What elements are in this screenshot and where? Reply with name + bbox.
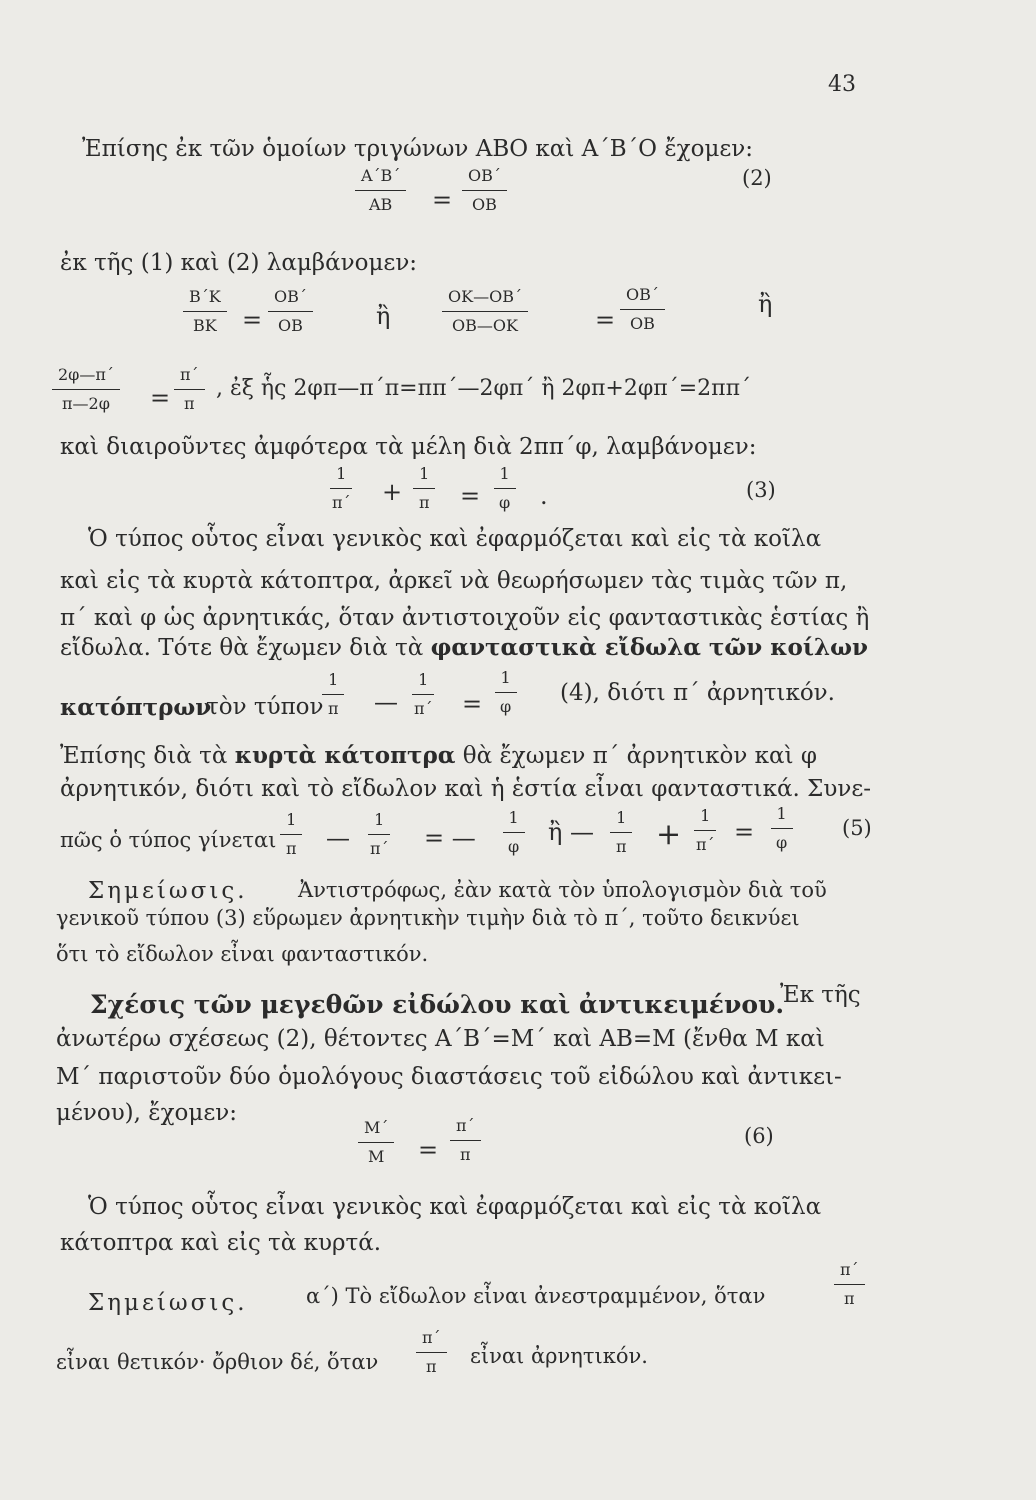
fraction: $\frac{OB΄}{OB}$ [268,287,313,335]
or-word: ἢ — [548,818,595,846]
text-line: τὸν τύπον [206,694,324,720]
equals-sign: = [150,384,171,412]
plus-sign: + [656,817,682,852]
equation-label: (4), διότι π΄ ἀρνητικόν. [560,680,835,706]
fraction: $\frac{2\varphi—\pi΄}{\pi—2\varphi}$ [52,365,120,413]
fraction: $\frac{\pi΄}{\pi}$ [834,1260,865,1308]
fraction: $\frac{1}{\pi΄}$ [370,810,389,858]
fraction: $\frac{1}{\pi΄}$ [332,464,351,512]
text-line: Ἐκ τῆς [780,982,861,1008]
text-line: ἐκ τῆς (1) καὶ (2) λαμβάνομεν: [60,250,418,276]
text-line: α΄) Τὸ εἴδωλον εἶναι ἀνεστραμμένον, ὅταν [306,1284,766,1308]
fraction: $\frac{B΄K}{BK}$ [183,287,227,335]
plus-sign: + [382,478,403,506]
equation-label: (2) [742,166,772,190]
or-word: ἢ [758,290,773,318]
note-heading: Σημείωσις. [88,1290,248,1316]
minus-sign: — [374,688,398,716]
fraction: $\frac{\pi΄}{\pi}$ [174,365,205,413]
text-line: ὅτι τὸ εἴδωλον εἶναι φανταστικόν. [56,942,429,966]
equals-sign: = [432,186,453,214]
text-line: καὶ εἰς τὰ κυρτὰ κάτοπτρα, ἀρκεῖ νὰ θεωρήσωμεν τὰς τιμὰς τῶν π, [60,568,848,594]
text-line: κάτοπτρα καὶ εἰς τὰ κυρτά. [60,1230,382,1256]
fraction: $\frac{1}{\varphi}$ [493,464,516,512]
text-line: Μ΄ παριστοῦν δύο ὁμολόγους διαστάσεις τοῦ εἰδώλου καὶ ἀντικει- [56,1064,842,1090]
text-line: Ἐπίσης διὰ τὰ κυρτὰ κάτοπτρα θὰ ἔχωμεν π΄ ἀρνητικὸν καὶ φ [60,742,817,769]
equals-sign: = — [424,824,476,852]
fraction: $\frac{OK—OB΄}{OB—OK}$ [442,287,528,335]
fraction: $\frac{OB΄}{OB}$ [620,285,665,333]
equation-label: (3) [746,478,776,502]
fraction: $\frac{M΄}{M}$ [358,1118,394,1166]
equation-text: , ἐξ ἧς 2φπ—π΄π=ππ΄—2φπ΄ ἢ 2φπ+2φπ΄=2ππ΄ [216,376,752,401]
or-word: ἢ [376,302,391,330]
text-line: Ὁ τύπος οὗτος εἶναι γενικὸς καὶ ἐφαρμόζεται καὶ εἰς τὰ κοῖλα [88,526,822,552]
fraction: $\frac{OB΄}{OB}$ [462,166,507,214]
page-number: 43 [828,72,856,97]
equals-sign: = [460,482,481,510]
fraction: $\frac{1}{\pi}$ [413,464,436,512]
fraction: $\frac{A΄B΄}{AB}$ [355,166,406,214]
equation-label: (6) [744,1124,774,1148]
period: . [540,482,548,510]
fraction: $\frac{1}{\pi}$ [322,670,345,718]
text-line: μένου), ἔχομεν: [56,1100,237,1126]
text-line: πῶς ὁ τύπος γίνεται [60,828,277,852]
text-line: εἴδωλα. Τότε θὰ ἔχωμεν διὰ τὰ φανταστικὰ εἴδωλα τῶν κοίλων [60,634,868,661]
fraction: $\frac{1}{\pi΄}$ [696,806,715,854]
note-heading: Σημείωσις. [88,878,248,904]
text-line: Ἐπίσης ἐκ τῶν ὁμοίων τριγώνων ΑΒΟ καὶ Α΄Β΄Ο ἔχομεν: [82,136,754,162]
text-line: ἀνωτέρω σχέσεως (2), θέτοντες Α΄Β΄=Μ΄ καὶ ΑΒ=Μ (ἔνθα Μ καὶ [56,1026,825,1052]
fraction: $\frac{\pi΄}{\pi}$ [416,1328,447,1376]
section-heading: Σχέσις τῶν μεγεθῶν εἰδώλου καὶ ἀντικειμένου. [90,990,785,1019]
fraction: $\frac{1}{\pi}$ [280,810,303,858]
equals-sign: = [462,690,483,718]
text-line: π΄ καὶ φ ὡς ἀρνητικάς, ὅταν ἀντιστοιχοῦν εἰς φανταστικὰς ἑστίας ἢ [60,605,870,631]
bold-term: κατόπτρων [60,694,212,721]
text-line: Ἀντιστρόφως, ἐὰν κατὰ τὸν ὑπολογισμὸν διὰ τοῦ [298,878,827,902]
text-line: εἶναι ἀρνητικόν. [470,1344,648,1368]
minus-sign: — [326,824,350,852]
fraction: $\frac{1}{\varphi}$ [770,804,793,852]
text-line: γενικοῦ τύπου (3) εὕρωμεν ἀρνητικὴν τιμὴν διὰ τὸ π΄, τοῦτο δεικνύει [56,906,800,930]
equals-sign: = [242,306,263,334]
equals-sign: = [595,306,616,334]
fraction: $\frac{1}{\pi}$ [610,808,633,856]
fraction: $\frac{1}{\varphi}$ [502,808,525,856]
text-line: εἶναι θετικόν· ὄρθιον δέ, ὅταν [56,1350,379,1374]
fraction: $\frac{1}{\pi΄}$ [414,670,433,718]
text-line: καὶ διαιροῦντες ἀμφότερα τὰ μέλη διὰ 2ππ΄φ, λαμβάνομεν: [60,434,757,460]
equation-label: (5) [842,816,872,840]
equals-sign: = [418,1136,439,1164]
equals-sign: = [734,818,755,846]
text-line: ἀρνητικόν, διότι καὶ τὸ εἴδωλον καὶ ἡ ἑστία εἶναι φανταστικά. Συνε- [60,776,872,802]
fraction: $\frac{1}{\varphi}$ [494,668,517,716]
text-line: Ὁ τύπος οὗτος εἶναι γενικὸς καὶ ἐφαρμόζεται καὶ εἰς τὰ κοῖλα [88,1194,822,1220]
fraction: $\frac{\pi΄}{\pi}$ [450,1116,481,1164]
